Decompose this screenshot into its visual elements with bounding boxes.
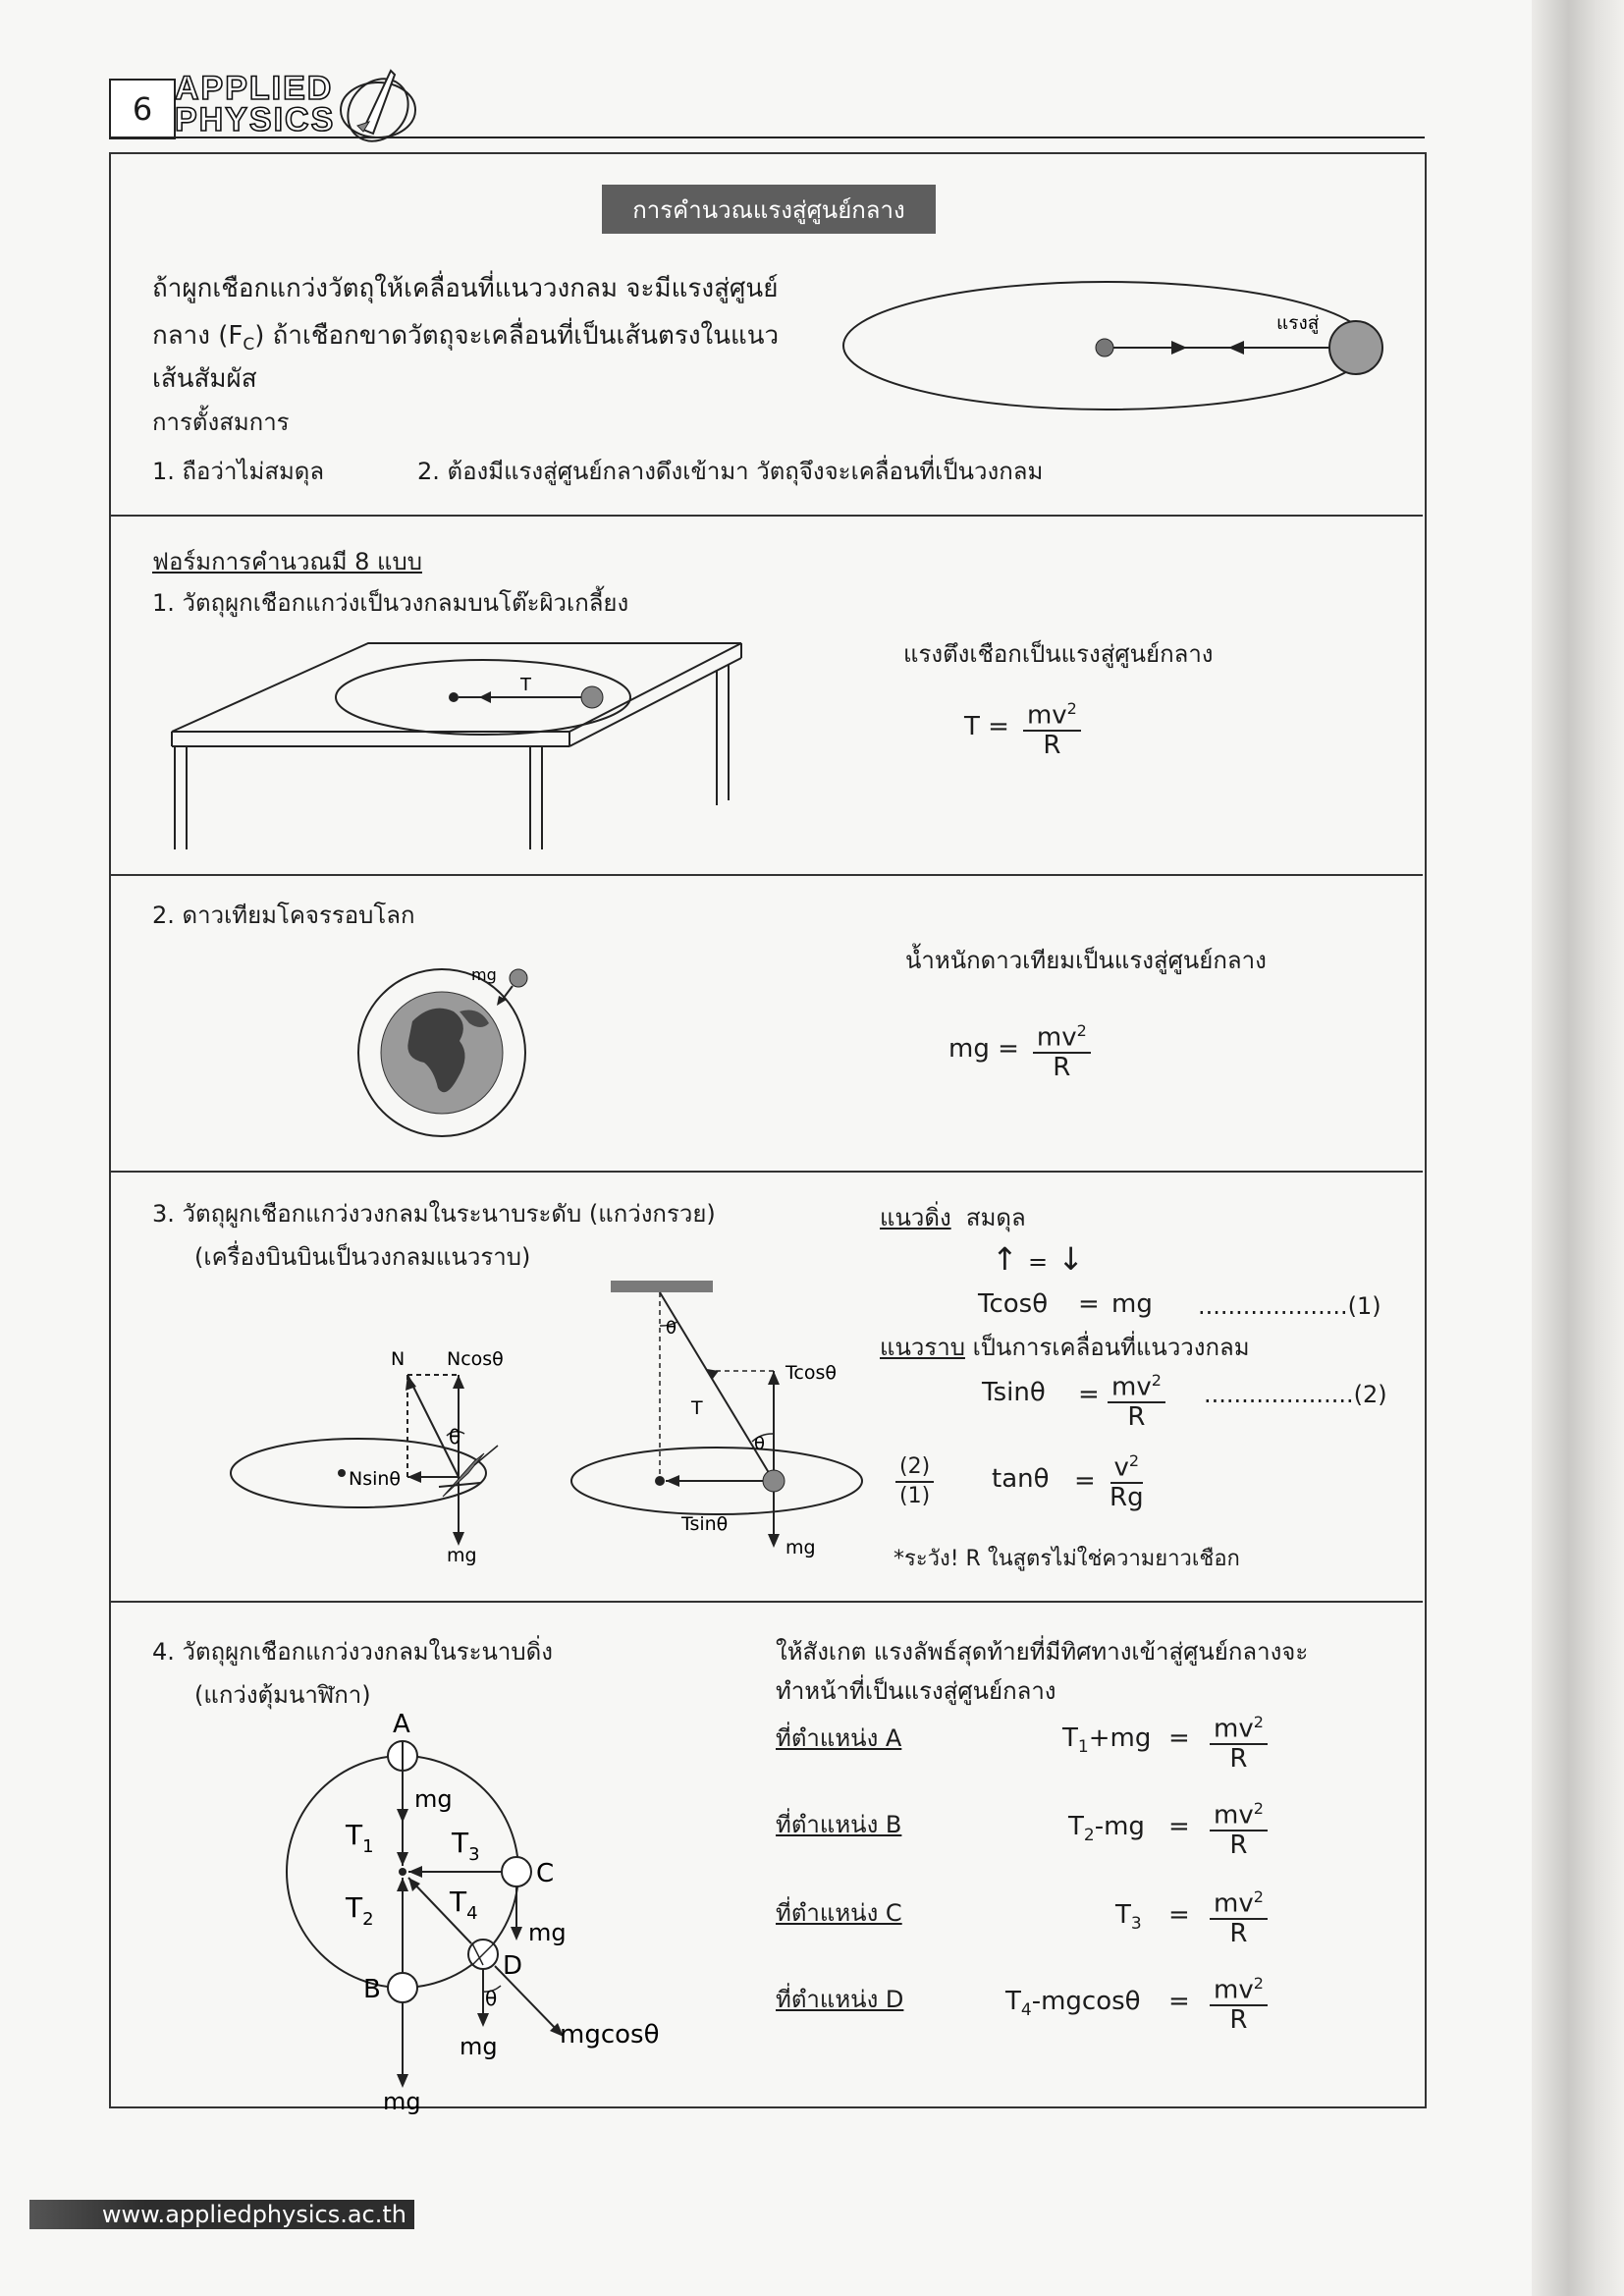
page-number: 6 (109, 79, 176, 139)
eq1-lhs: Tcosθ (978, 1289, 1049, 1319)
position-equals: = (1168, 1900, 1190, 1930)
intro-line: กลาง $(F_C)$ ถ้าเชือกขาดวัตถุจะเคลื่อนที่เป็นเส้นตรงในแนว (152, 321, 780, 355)
weight-label: mg (447, 1545, 477, 1566)
weight-label: mg (414, 1785, 453, 1813)
section-divider (109, 515, 1423, 517)
mgcos-label: mgcosθ (560, 2020, 660, 2050)
position-fraction: $\frac{mv^2}{R}$ (1210, 1884, 1268, 1947)
point-a-label: A (393, 1710, 410, 1739)
case-title: 2. ดาวเทียมโคจรรอบโลก (152, 902, 415, 929)
section-divider (109, 1171, 1423, 1173)
table-figure (167, 638, 746, 854)
weight-label: mg (528, 1919, 567, 1946)
conical-pendulum-figure (540, 1277, 864, 1571)
case-title: 1. วัตถุผูกเชือกแกว่งเป็นวงกลมบนโต๊ะผิวเกลี้ยง (152, 589, 629, 617)
website-footer: www.appliedphysics.ac.th (29, 2200, 414, 2229)
weight-label: mg (785, 1537, 816, 1558)
position-equals: = (1168, 1987, 1190, 2016)
fig-tension-label: T (520, 675, 531, 695)
position-fraction: $\frac{mv^2}{R}$ (1210, 1795, 1268, 1859)
eq2-ref: ....................(2) (1204, 1381, 1387, 1408)
position-lhs: $T_3$ (1115, 1900, 1142, 1935)
case-title: 4. วัตถุผูกเชือกแกว่งวงกลมในระนาบดิ่ง (152, 1638, 553, 1666)
forms-title: ฟอร์มการคำนวณมี 8 แบบ (152, 548, 422, 575)
vertical-heading: แนวดิ่ง สมดุล (880, 1204, 1026, 1231)
fig-weight-label: mg (471, 965, 497, 984)
warning-note: *ระวัง! R ในสูตรไม่ใช่ความยาวเชือก (893, 1547, 1240, 1571)
eq1-ref: ....................(1) (1198, 1292, 1381, 1320)
eq3-lhs: tanθ (992, 1464, 1050, 1494)
down-arrow-icon: ↓ (1057, 1240, 1085, 1278)
eq2-fraction: $\frac{mv^2}{R}$ (1108, 1367, 1165, 1431)
point-b-label: B (363, 1975, 381, 2004)
case-subtitle: (เครื่องบินบินเป็นวงกลมแนวราบ) (194, 1243, 531, 1271)
case-subtitle: (แกว่งตุ้มนาฬิกา) (194, 1681, 371, 1709)
section-divider (109, 1601, 1423, 1603)
theta-label: θ (449, 1425, 461, 1449)
position-label: ที่ตำแหน่ง B (776, 1811, 902, 1838)
circular-motion-figure (839, 280, 1389, 417)
case-title: 3. วัตถุผูกเชือกแกว่งวงกลมในระนาบระดับ (แกว่งกรวย) (152, 1200, 716, 1228)
banked-plane-figure (211, 1343, 525, 1569)
point-d-label: D (503, 1951, 523, 1981)
horizontal-heading: แนวราบ เป็นการเคลื่อนที่แนววงกลม (880, 1334, 1250, 1361)
observation-line: ให้สังเกต แรงลัพธ์สุดท้ายที่มีทิศทางเข้าสู่ศูนย์กลางจะ (776, 1638, 1309, 1666)
position-lhs: $T_2-mg$ (1068, 1812, 1145, 1846)
setup-heading: การตั้งสมการ (152, 409, 290, 436)
position-fraction: $\frac{mv^2}{R}$ (1210, 1970, 1268, 2034)
tcos-label: Tcosθ (785, 1362, 837, 1384)
force-balance-arrows: ↑ = ↓ (992, 1240, 1085, 1278)
theta-label: θ (666, 1318, 677, 1339)
eq3-equals: = (1074, 1466, 1096, 1496)
t1-label: $T_1$ (346, 1819, 374, 1857)
page-edge-shadow (1532, 0, 1624, 2296)
applied-physics-logo: APPLIED PHYSICS (175, 70, 336, 138)
observation-line: ทำหน้าที่เป็นแรงสู่ศูนย์กลาง (776, 1677, 1056, 1705)
up-arrow-icon: ↑ (992, 1240, 1018, 1278)
position-lhs: $T_4$-mgcosθ (1005, 1987, 1141, 2021)
section-banner: การคำนวณแรงสู่ศูนย์กลาง (602, 185, 936, 234)
nsin-label: Nsinθ (349, 1468, 402, 1490)
intro-line: เส้นสัมผัส (152, 364, 257, 394)
tsin-label: Tsinθ (681, 1513, 729, 1535)
t2-label: $T_2$ (346, 1891, 374, 1930)
position-label: ที่ตำแหน่ง C (776, 1899, 902, 1927)
position-equals: = (1168, 1812, 1190, 1841)
position-lhs: $T_1+mg$ (1062, 1723, 1152, 1758)
eq3-fraction: $\frac{v^2}{Rg}$ (1110, 1448, 1144, 1511)
theta-label: θ (485, 1987, 498, 2010)
ratio-label: $\frac{(2)}{(1)}$ (895, 1453, 934, 1510)
normal-force-label: N (391, 1348, 406, 1370)
position-fraction: $\frac{mv^2}{R}$ (1210, 1709, 1268, 1773)
t3-label: $T_3$ (452, 1827, 480, 1865)
setup-step: 2. ต้องมีแรงสู่ศูนย์กลางดึงเข้ามา วัตถุจึงจะเคลื่อนที่เป็นวงกลม (417, 458, 1044, 485)
position-equals: = (1168, 1723, 1190, 1753)
header-rule (109, 137, 1425, 138)
eq2-equals: = (1078, 1380, 1100, 1409)
satellite-formula: mg = $\frac{mv^2}{R}$ (948, 1017, 1091, 1081)
vertical-circle-figure (285, 1709, 707, 2121)
section-divider (109, 874, 1423, 876)
point-c-label: C (536, 1859, 555, 1888)
setup-step: 1. ถือว่าไม่สมดุล (152, 458, 325, 485)
t4-label: $T_4$ (450, 1886, 478, 1924)
theta-label: θ (754, 1434, 766, 1454)
eq2-lhs: Tsinθ (982, 1378, 1046, 1407)
ncos-label: Ncosθ (447, 1348, 504, 1370)
weight-label: mg (460, 2033, 498, 2060)
tension-label: T (691, 1397, 703, 1419)
centripetal-label: แรงสู่ (1276, 312, 1320, 334)
eq1-rhs: mg (1111, 1289, 1153, 1319)
earth-orbit-figure (344, 962, 550, 1139)
weight-label: mg (383, 2088, 421, 2115)
eq1-equals: = (1078, 1289, 1100, 1319)
position-label: ที่ตำแหน่ง A (776, 1724, 902, 1752)
tension-formula: T = $\frac{mv^2}{R}$ (964, 695, 1081, 759)
position-label: ที่ตำแหน่ง D (776, 1986, 904, 2013)
case-note: น้ำหนักดาวเทียมเป็นแรงสู่ศูนย์กลาง (905, 947, 1267, 974)
case-note: แรงตึงเชือกเป็นแรงสู่ศูนย์กลาง (903, 640, 1214, 668)
intro-line: ถ้าผูกเชือกแกว่งวัตถุให้เคลื่อนที่แนววงกลม จะมีแรงสู่ศูนย์ (152, 274, 779, 303)
